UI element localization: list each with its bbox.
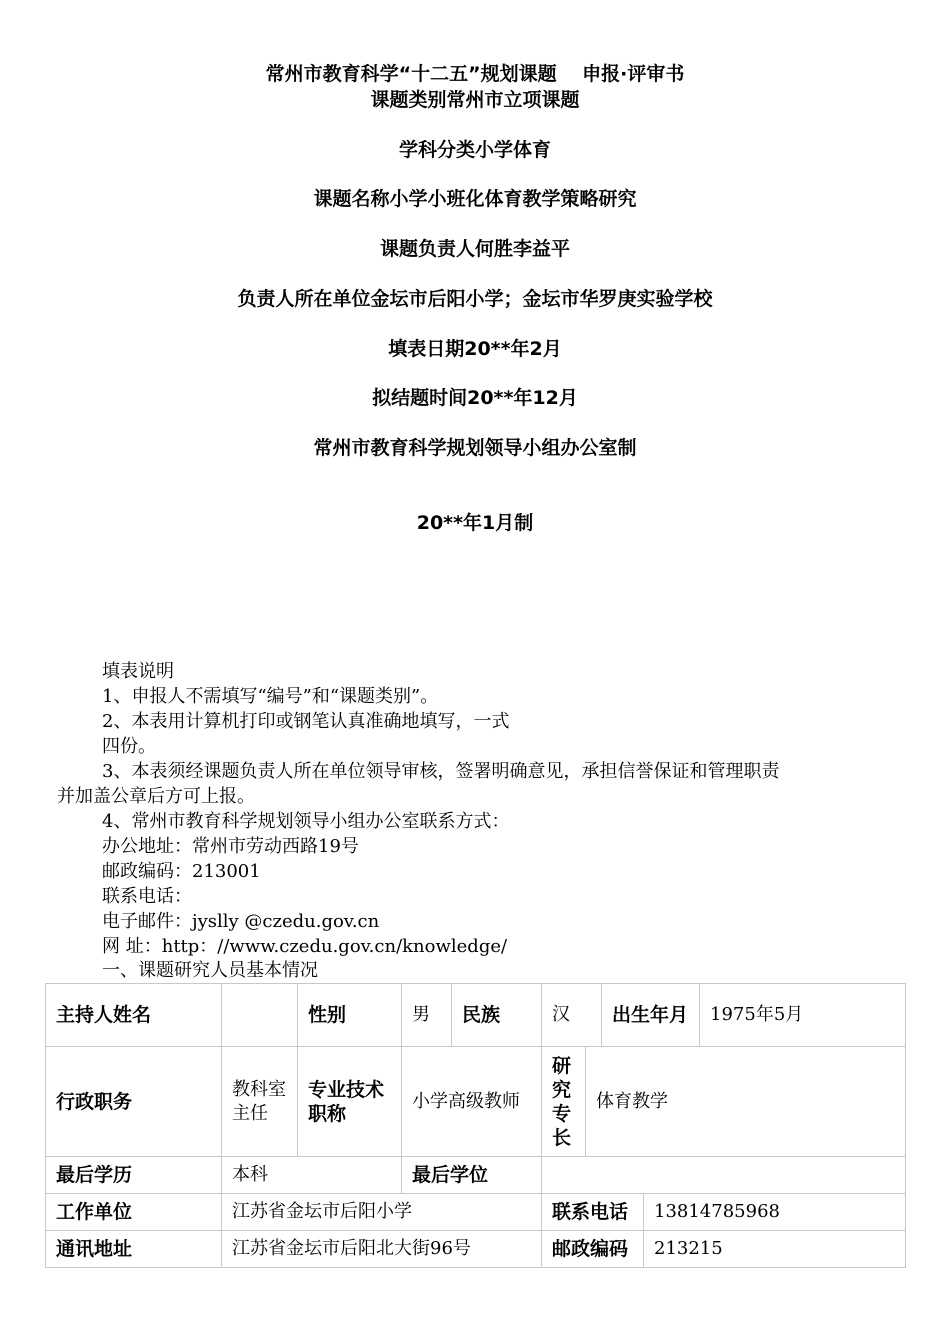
host-name-label: 主持人姓名 <box>46 984 222 1047</box>
degree-label: 最后学位 <box>402 1157 542 1194</box>
mail-address-label: 通讯地址 <box>46 1231 222 1268</box>
gender-label: 性别 <box>298 984 402 1047</box>
instruction-3-cont: 并加盖公章后方可上报。 <box>57 786 255 807</box>
office-line: 常州市教育科学规划领导小组办公室制 <box>313 437 637 459</box>
office-address: 办公地址：常州市劳动西路19号 <box>102 836 359 857</box>
work-unit-label: 工作单位 <box>46 1194 222 1231</box>
table-row <box>46 1157 906 1194</box>
office-website: 网 址：http：//www.czedu.gov.cn/knowledge/ <box>102 936 508 957</box>
fill-date-line: 填表日期20**年2月 <box>388 338 562 360</box>
category-line: 课题类别常州市立项课题 <box>370 89 580 111</box>
instruction-3: 3、本表须经课题负责人所在单位领导审核，签署明确意见，承担信誉保证和管理职责 <box>102 761 780 782</box>
instruction-2: 2、本表用计算机打印或钢笔认真准确地填写，一式 <box>102 711 510 732</box>
ethnicity-label: 民族 <box>452 984 542 1047</box>
office-email: 电子邮件：jyslly @czedu.gov.cn <box>102 911 380 932</box>
zip-label: 邮政编码 <box>542 1231 644 1268</box>
ethnicity-value: 汉 <box>542 984 602 1047</box>
instruction-4: 4、常州市教育科学规划领导小组办公室联系方式： <box>102 811 510 832</box>
phone-value: 13814785968 <box>644 1194 906 1231</box>
table-row <box>46 1194 906 1231</box>
education-label: 最后学历 <box>46 1157 222 1194</box>
professional-title-value: 小学高级教师 <box>402 1047 542 1157</box>
work-unit-value: 江苏省金坛市后阳小学 <box>222 1194 542 1231</box>
table-row <box>46 1231 906 1268</box>
document-title: 常州市教育科学“十二五”规划课题 申报·评审书 <box>265 63 685 85</box>
office-postcode: 邮政编码：213001 <box>102 861 261 882</box>
instruction-1: 1、申报人不需填写“编号”和“课题类别”。 <box>102 686 439 707</box>
leader-line: 课题负责人何胜李益平 <box>379 238 570 260</box>
specialty-value: 体育教学 <box>586 1047 906 1157</box>
section-heading: 一、课题研究人员基本情况 <box>102 960 318 981</box>
degree-value <box>542 1157 906 1194</box>
subject-line: 学科分类小学体育 <box>398 139 551 161</box>
admin-position-label: 行政职务 <box>46 1047 222 1157</box>
education-value: 本科 <box>222 1157 402 1194</box>
phone-label: 联系电话 <box>542 1194 644 1231</box>
admin-position-value: 教科室主任 <box>222 1047 298 1157</box>
unit-line: 负责人所在单位金坛市后阳小学；金坛市华罗庚实验学校 <box>237 288 713 310</box>
birth-label: 出生年月 <box>602 984 700 1047</box>
mail-address-value: 江苏省金坛市后阳北大街96号 <box>222 1231 542 1268</box>
professional-title-label: 专业技术职称 <box>298 1047 402 1157</box>
end-date-line: 拟结题时间20**年12月 <box>372 387 578 409</box>
birth-value: 1975年5月 <box>700 984 906 1047</box>
table-row <box>46 1047 906 1157</box>
researcher-info-table <box>45 983 906 1268</box>
zip-value: 213215 <box>644 1231 906 1268</box>
table-row <box>46 984 906 1047</box>
topic-line: 课题名称小学小班化体育教学策略研究 <box>313 188 637 210</box>
specialty-label: 研究专长 <box>542 1047 586 1157</box>
host-name-value <box>222 984 298 1047</box>
gender-value: 男 <box>402 984 452 1047</box>
made-date-line: 20**年1月制 <box>416 512 534 534</box>
instruction-2-cont: 四份。 <box>102 736 156 757</box>
instructions-heading: 填表说明 <box>102 661 174 682</box>
office-phone: 联系电话： <box>102 886 192 907</box>
